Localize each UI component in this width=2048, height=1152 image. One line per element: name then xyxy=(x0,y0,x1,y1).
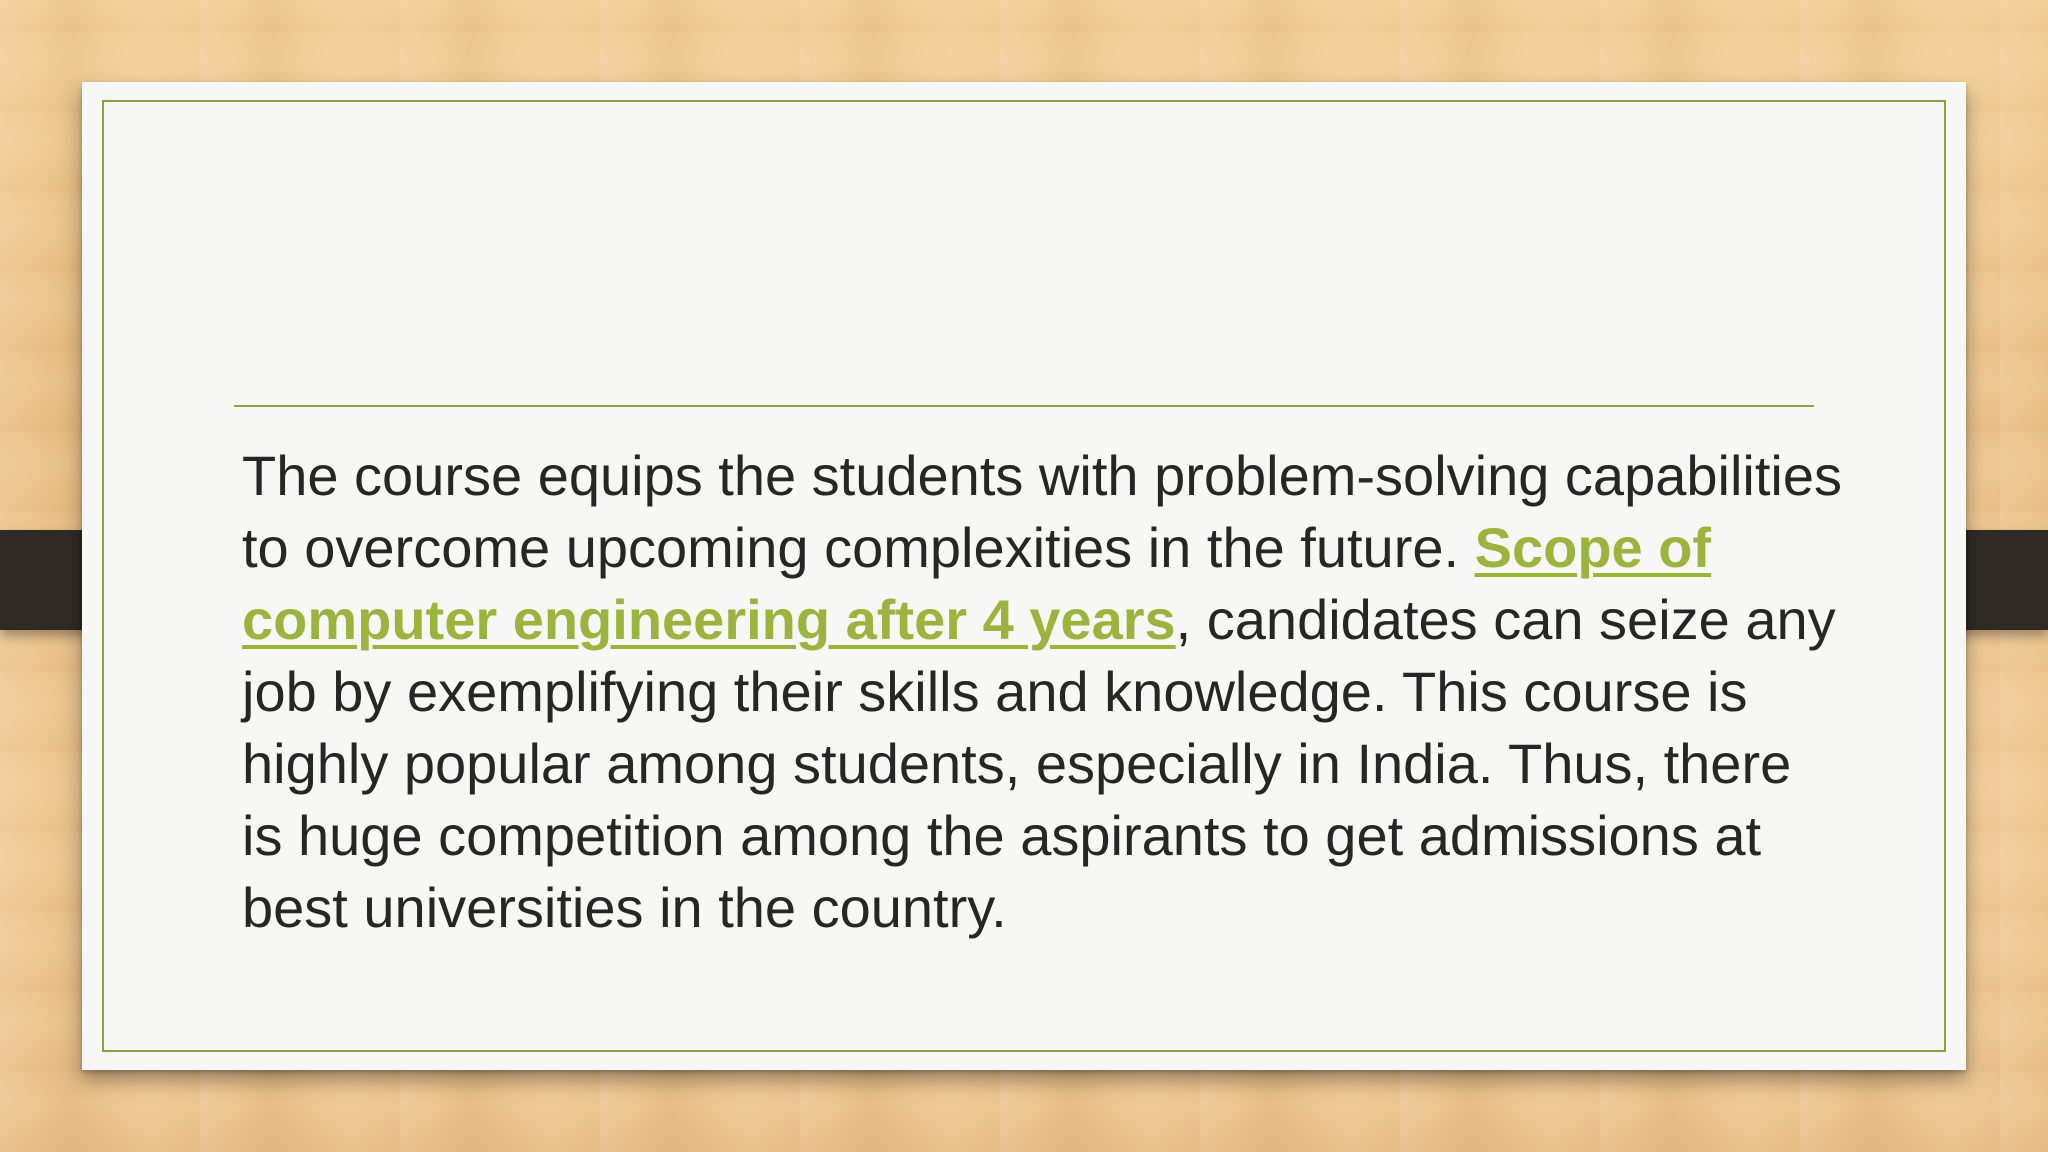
paragraph-text-before-link: The course equips the students with problem-solving capabilities to overcome upcoming complexities in the future. xyxy=(242,444,1842,579)
scope-of-computer-engineering-link[interactable]: Scope of computer engineering after 4 years xyxy=(242,516,1712,651)
slide-card xyxy=(82,82,1966,1070)
title-divider-line xyxy=(234,405,1814,407)
slide-body-paragraph xyxy=(242,440,1842,944)
paragraph-text-after-link: , candidates can seize any job by exemplifying their skills and knowledge. This course is highly popular among students, especially in India. Thus, there is huge competition among the aspirants to get admissions at best universities in the country. xyxy=(242,588,1836,939)
